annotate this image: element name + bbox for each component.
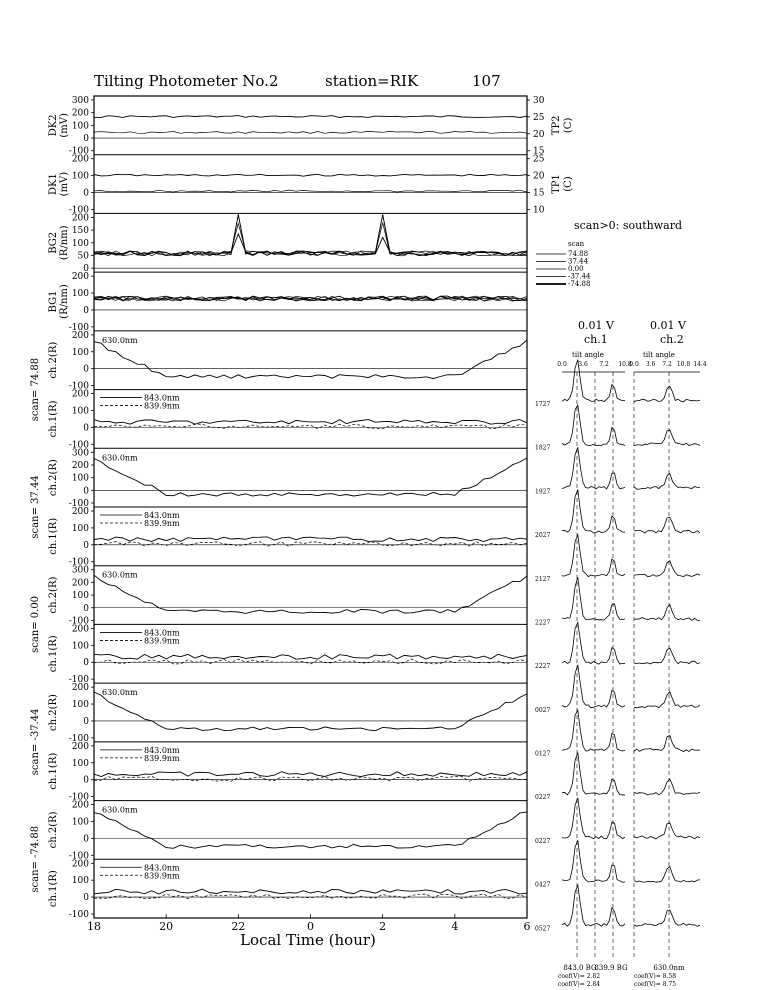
ch1-spectrum	[562, 753, 625, 796]
y-tick-label: 200	[71, 154, 89, 165]
y-tick-label: 100	[71, 523, 89, 534]
ch2-spectrum	[634, 386, 700, 402]
ch1-tick-label: 10.8	[618, 361, 632, 368]
y-tick-label: -100	[68, 381, 89, 392]
panel-11	[48, 742, 527, 803]
panel-7	[48, 507, 527, 568]
x-axis	[87, 914, 531, 949]
spectrum-time: 2127	[535, 575, 551, 583]
legend-label: 839.9nm	[144, 401, 180, 411]
legend-label: 843.0nm	[144, 393, 180, 403]
coef-label: coef(V)= 2.82	[558, 973, 601, 980]
data-trace	[94, 772, 527, 777]
data-trace	[94, 214, 527, 255]
ch2-spectrum	[634, 474, 700, 490]
chart-title: Tilting Photometer No.2	[94, 72, 279, 90]
wavelength-label: 630.0nm	[102, 570, 138, 580]
y-tick-label: 100	[71, 700, 89, 711]
scan-label: scan= 37.44	[30, 475, 41, 539]
legend-label: 839.9nm	[144, 871, 180, 881]
right-axis-label: TP2	[551, 115, 562, 136]
ch1-spectrum	[562, 710, 625, 751]
scan-legend-label: -37.44	[568, 272, 591, 281]
ch1-label: ch.1	[584, 333, 608, 346]
y-tick-label: 100	[71, 406, 89, 417]
ch2-spectrum	[634, 692, 700, 708]
legend-label: 843.0nm	[144, 745, 180, 755]
spectrum-time: 2227	[535, 663, 551, 671]
y-tick-label: 0	[83, 305, 89, 316]
data-trace	[94, 174, 527, 176]
spectrum-time: 0427	[535, 881, 551, 889]
data-trace	[94, 776, 527, 781]
ch2-axis-label: tilt angle	[643, 351, 675, 359]
y-tick-label: 200	[71, 272, 89, 283]
ch1-spectrum	[562, 665, 625, 708]
x-tick-label: 20	[159, 920, 174, 933]
panel-9	[48, 624, 527, 685]
panel-y-label: ch.2(R)	[48, 459, 59, 497]
y-tick-label: 0	[83, 893, 89, 904]
ch1-spectrum	[562, 447, 625, 489]
scan-label: scan= -74.88	[30, 825, 41, 893]
y-tick-label: -100	[68, 557, 89, 568]
data-trace	[94, 812, 527, 848]
panel-y-label: BG1	[48, 290, 59, 313]
panel-y-label: DK2	[48, 114, 59, 137]
y-tick-label: 0	[83, 603, 89, 614]
ch1-spectrum	[562, 360, 625, 402]
spectrum-time: 1827	[535, 444, 551, 452]
station-label: station=RIK	[325, 72, 419, 90]
coef-label: coef(V)= 8.58	[634, 973, 677, 980]
data-trace	[94, 340, 527, 379]
panel-12	[30, 801, 527, 893]
y-tick-label: 200	[71, 460, 89, 471]
panel-y-unit: (mV)	[59, 171, 70, 197]
spectrum-time: 2027	[535, 532, 551, 540]
y-tick-label: 200	[71, 624, 89, 635]
y-tick-label: 300	[71, 448, 89, 459]
ch1-spectrum	[562, 405, 625, 446]
data-trace	[94, 894, 527, 899]
ch2-spectrum	[634, 517, 700, 533]
y-tick-label: -100	[68, 499, 89, 509]
spectrum-time: 0127	[535, 750, 551, 758]
y-tick-label: 0	[83, 540, 89, 551]
panel-y-label: ch.2(R)	[48, 341, 59, 379]
coef-label: coef(V)= 8.75	[634, 981, 677, 988]
right-axis-unit: (C)	[563, 176, 574, 192]
legend-label: 839.9nm	[144, 636, 180, 646]
panel-3	[48, 272, 527, 333]
y-tick-label: 0	[83, 134, 89, 145]
data-trace	[94, 214, 527, 255]
legend-label: 839.9nm	[144, 753, 180, 763]
panel-y-label: ch.1(R)	[48, 752, 59, 790]
data-trace	[94, 889, 527, 894]
data-trace	[94, 659, 527, 664]
ch1-spectrum	[562, 840, 625, 882]
y-tick-label: 200	[71, 507, 89, 517]
legend-label: 843.0nm	[144, 863, 180, 873]
ch1-tick-label: 7.2	[599, 361, 609, 368]
x-tick-label: 4	[451, 920, 459, 933]
y-tick-label: 300	[71, 565, 89, 576]
right-tick-label: 20	[533, 129, 545, 140]
data-trace	[94, 116, 527, 118]
y-tick-label: -100	[68, 910, 89, 920]
data-trace	[94, 542, 527, 547]
panel-y-label: BG2	[48, 231, 59, 254]
y-tick-label: 200	[71, 389, 89, 400]
y-tick-label: 200	[71, 330, 89, 341]
ch2-label: ch.2	[660, 333, 684, 346]
spectrum-time: 1727	[535, 401, 551, 408]
spectrum-time: 0227	[535, 794, 551, 802]
ch2-spectrum	[634, 910, 700, 926]
data-trace	[94, 654, 527, 659]
y-tick-label: 200	[71, 578, 89, 589]
data-trace	[94, 537, 527, 542]
y-tick-label: 0	[83, 658, 89, 669]
scan-legend-label: -74.88	[568, 280, 591, 288]
right-tick-label: 25	[533, 112, 545, 123]
right-tick-label: 20	[533, 171, 545, 182]
ch2-tick-label: 10.8	[676, 361, 691, 368]
scan-label: scan= -37.44	[30, 708, 41, 776]
panel-10	[30, 683, 527, 775]
spectrum-time: 0027	[535, 706, 551, 714]
data-trace	[94, 214, 527, 255]
panel-13	[48, 859, 527, 920]
ch1-spectrum	[562, 798, 625, 839]
panel-1	[48, 155, 574, 216]
y-tick-label: -100	[68, 146, 89, 157]
data-trace	[94, 420, 527, 425]
y-tick-label: 200	[71, 741, 89, 752]
panel-y-unit: (mV)	[59, 113, 70, 138]
data-trace	[94, 424, 527, 429]
spectra-panel	[535, 319, 707, 988]
data-trace	[94, 692, 527, 731]
panel-y-label: ch.1(R)	[48, 870, 59, 908]
y-tick-label: -100	[68, 792, 89, 803]
y-tick-label: 50	[77, 251, 89, 262]
scan-legend	[536, 219, 682, 288]
right-axis-unit: (C)	[563, 117, 574, 134]
ch1-tick-label: 3.6	[578, 361, 588, 368]
y-tick-label: 100	[71, 876, 89, 887]
y-tick-label: 0	[83, 716, 89, 727]
y-tick-label: 100	[71, 238, 89, 249]
y-tick-label: 100	[71, 758, 89, 769]
panels	[30, 96, 574, 920]
panel-y-label: DK1	[48, 173, 59, 196]
y-tick-label: 0	[83, 188, 89, 199]
panel-y-unit: (R/nm)	[59, 284, 70, 319]
y-tick-label: -100	[68, 851, 89, 862]
panel-6	[30, 448, 527, 538]
y-tick-label: 0	[83, 423, 89, 434]
scan-legend-label: 74.88	[568, 250, 589, 258]
y-tick-label: 100	[71, 121, 89, 132]
wavelength-label: 630.0nm	[102, 453, 138, 463]
ch2-spectrum	[634, 648, 700, 664]
panel-2	[48, 213, 527, 274]
ch2-tick-label: 3.6	[645, 361, 656, 368]
x-tick-label: 6	[523, 920, 531, 933]
panel-y-unit: (R/nm)	[59, 225, 70, 261]
spectrum-time: 2227	[535, 619, 551, 627]
panel-y-label: ch.2(R)	[48, 576, 59, 614]
ch2-tick-label: 0.0	[629, 361, 639, 368]
scan-label: scan= 0.00	[30, 595, 41, 653]
ch2-spectrum	[634, 823, 700, 839]
y-tick-label: 100	[71, 641, 89, 652]
data-trace	[94, 131, 527, 133]
scan-legend-title: scan>0: southward	[574, 219, 682, 232]
wavelength-label: 630.0nm	[102, 688, 138, 698]
wavelength-label: 630.0nm	[102, 335, 138, 345]
y-tick-label: 100	[71, 171, 89, 182]
panel-y-label: ch.2(R)	[48, 694, 59, 731]
y-tick-label: -100	[68, 440, 89, 451]
spectrum-time: 0527	[535, 925, 551, 933]
y-tick-label: 0	[83, 834, 89, 845]
legend-label: 843.0nm	[144, 628, 180, 638]
ch2-tick-label: 7.2	[662, 361, 672, 368]
ch1-spectrum	[562, 535, 625, 577]
ch2-spectrum	[634, 605, 700, 621]
ch2-tick-label: 14.4	[693, 361, 707, 368]
ch2-spectrum	[634, 866, 700, 882]
right-tick-label: 10	[533, 205, 545, 216]
panel-y-label: ch.1(R)	[48, 400, 59, 438]
ch2-spectrum	[634, 736, 700, 752]
ch1-spectrum	[562, 577, 625, 620]
scan-legend-label: 0.00	[568, 265, 584, 273]
ch2-spectrum	[634, 561, 700, 577]
right-tick-label: 15	[533, 188, 545, 199]
data-trace	[94, 190, 527, 192]
panel-0	[48, 96, 574, 157]
spectrum-bottom-label: 839.9 BG	[594, 964, 628, 972]
ch1-spectrum	[562, 885, 625, 926]
scan-legend-label: 37.44	[568, 257, 589, 266]
panel-8	[30, 566, 527, 653]
spectrum-bottom-label: 630.0nm	[653, 964, 685, 972]
y-tick-label: 200	[71, 800, 89, 811]
scan-legend-header: scan	[568, 240, 585, 248]
y-tick-label: 150	[71, 226, 89, 237]
y-tick-label: -100	[68, 733, 89, 744]
x-axis-title: Local Time (hour)	[240, 931, 376, 949]
ch2-spectrum	[634, 779, 700, 795]
y-tick-label: -100	[68, 205, 89, 216]
legend-label: 839.9nm	[144, 519, 180, 528]
y-tick-label: 100	[71, 817, 89, 828]
figure-number: 107	[472, 72, 501, 90]
spectrum-time: 1927	[535, 488, 551, 496]
y-tick-label: -100	[68, 616, 89, 627]
y-tick-label: 100	[71, 347, 89, 358]
y-tick-label: 200	[71, 213, 89, 224]
spectrum-time: 0227	[535, 837, 551, 845]
x-tick-label: 2	[379, 920, 387, 933]
y-tick-label: -100	[68, 322, 89, 333]
y-tick-label: 100	[71, 289, 89, 300]
ch1-tick-label: 0.0	[557, 361, 567, 368]
x-tick-label: 22	[231, 920, 246, 933]
panel-5	[48, 390, 527, 451]
panel-4	[30, 331, 527, 421]
right-axis-label: TP1	[551, 174, 562, 194]
panel-y-label: ch.1(R)	[48, 517, 59, 555]
spectrum-bottom-label: 843.0 BG	[563, 964, 597, 972]
y-tick-label: 200	[71, 108, 89, 119]
y-tick-label: 0	[83, 775, 89, 786]
ch1-scale: 0.01 V	[578, 319, 614, 332]
ch1-axis-label: tilt angle	[572, 351, 604, 359]
y-tick-label: 0	[83, 486, 89, 497]
ch2-scale: 0.01 V	[650, 319, 686, 332]
x-tick-label: 0	[307, 920, 314, 933]
y-tick-label: 0	[83, 264, 89, 275]
x-tick-label: 18	[87, 920, 101, 933]
right-tick-label: 25	[533, 154, 545, 165]
y-tick-label: 200	[71, 683, 89, 694]
panel-y-label: ch.2(R)	[48, 811, 59, 849]
wavelength-label: 630.0nm	[102, 805, 138, 815]
scan-label: scan= 74.88	[30, 357, 41, 422]
coef-label: coef(V)= 2.84	[558, 981, 601, 988]
y-tick-label: 200	[71, 859, 89, 870]
ch1-spectrum	[562, 490, 625, 533]
y-tick-label: 300	[71, 96, 89, 106]
y-tick-label: -100	[68, 675, 89, 686]
ch1-spectrum	[562, 623, 625, 665]
y-tick-label: 100	[71, 473, 89, 484]
ch2-spectrum	[634, 430, 700, 446]
right-tick-label: 15	[533, 146, 545, 157]
right-tick-label: 30	[533, 96, 545, 106]
y-tick-label: 0	[83, 364, 89, 375]
panel-y-label: ch.1(R)	[48, 635, 59, 673]
legend-label: 843.0nm	[144, 511, 180, 520]
y-tick-label: 100	[71, 591, 89, 602]
